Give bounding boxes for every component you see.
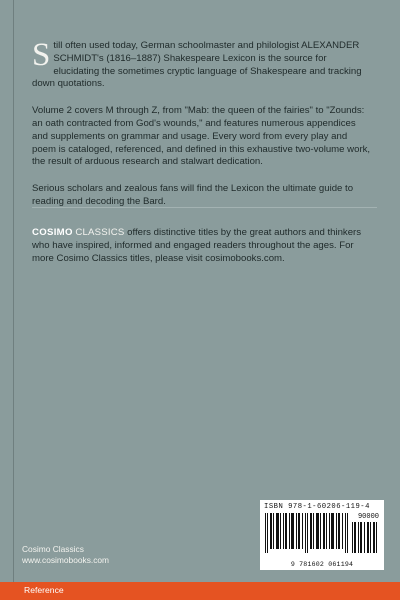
price-barcode-bars (352, 522, 378, 553)
cover-description (32, 37, 372, 223)
price-code: 90000 (357, 513, 379, 521)
publisher-url: www.cosimobooks.com (22, 555, 110, 565)
category-label: Reference (24, 585, 64, 595)
cosimo-blurb-text: offers distinctive titles by the great authors and thinkers who have inspired, informed and engaged readers throughout the ages. For more Cosimo Classics titles, please visit cosimobooks.com. (32, 227, 362, 264)
spine-rule (13, 0, 14, 582)
classics-series: CLASSICS (75, 227, 125, 238)
publisher-info (22, 544, 109, 566)
ean-barcode-bars (265, 513, 349, 553)
isbn-barcode (260, 500, 384, 570)
description-paragraph-1 (32, 37, 372, 91)
description-paragraph-2: Volume 2 covers M through Z, from "Mab: the queen of the fairies" to "Zounds: an oath contracted from God's wounds," and features numerous appendices and supplements on grammar and usage. Every word from every play and poem is cataloged, referenced, and defined in this exhaustive two-volume work, the result of arduous research and stalwart dedication. (32, 105, 371, 168)
cosimo-classics-blurb (32, 227, 377, 265)
section-divider (32, 207, 377, 208)
description-paragraph-1-text: till often used today, German schoolmaster and philologist ALEXANDER SCHMIDT's (1816–1887) Shakespeare Lexicon is the source for elucidating the sometimes cryptic language of Shakespeare and tracking down quotations. (32, 40, 362, 90)
description-paragraph-3: Serious scholars and zealous fans will find the Lexicon the ultimate guide to reading and decoding the Bard. (32, 183, 354, 207)
ean-digits: 9 781602 061194 (290, 561, 354, 568)
publisher-name: Cosimo Classics (22, 544, 84, 554)
drop-cap: S (32, 37, 51, 73)
isbn-text: ISBN 978-1-60206-119-4 (264, 503, 370, 511)
cosimo-brand: COSIMO (32, 227, 73, 238)
category-bar (0, 582, 400, 600)
